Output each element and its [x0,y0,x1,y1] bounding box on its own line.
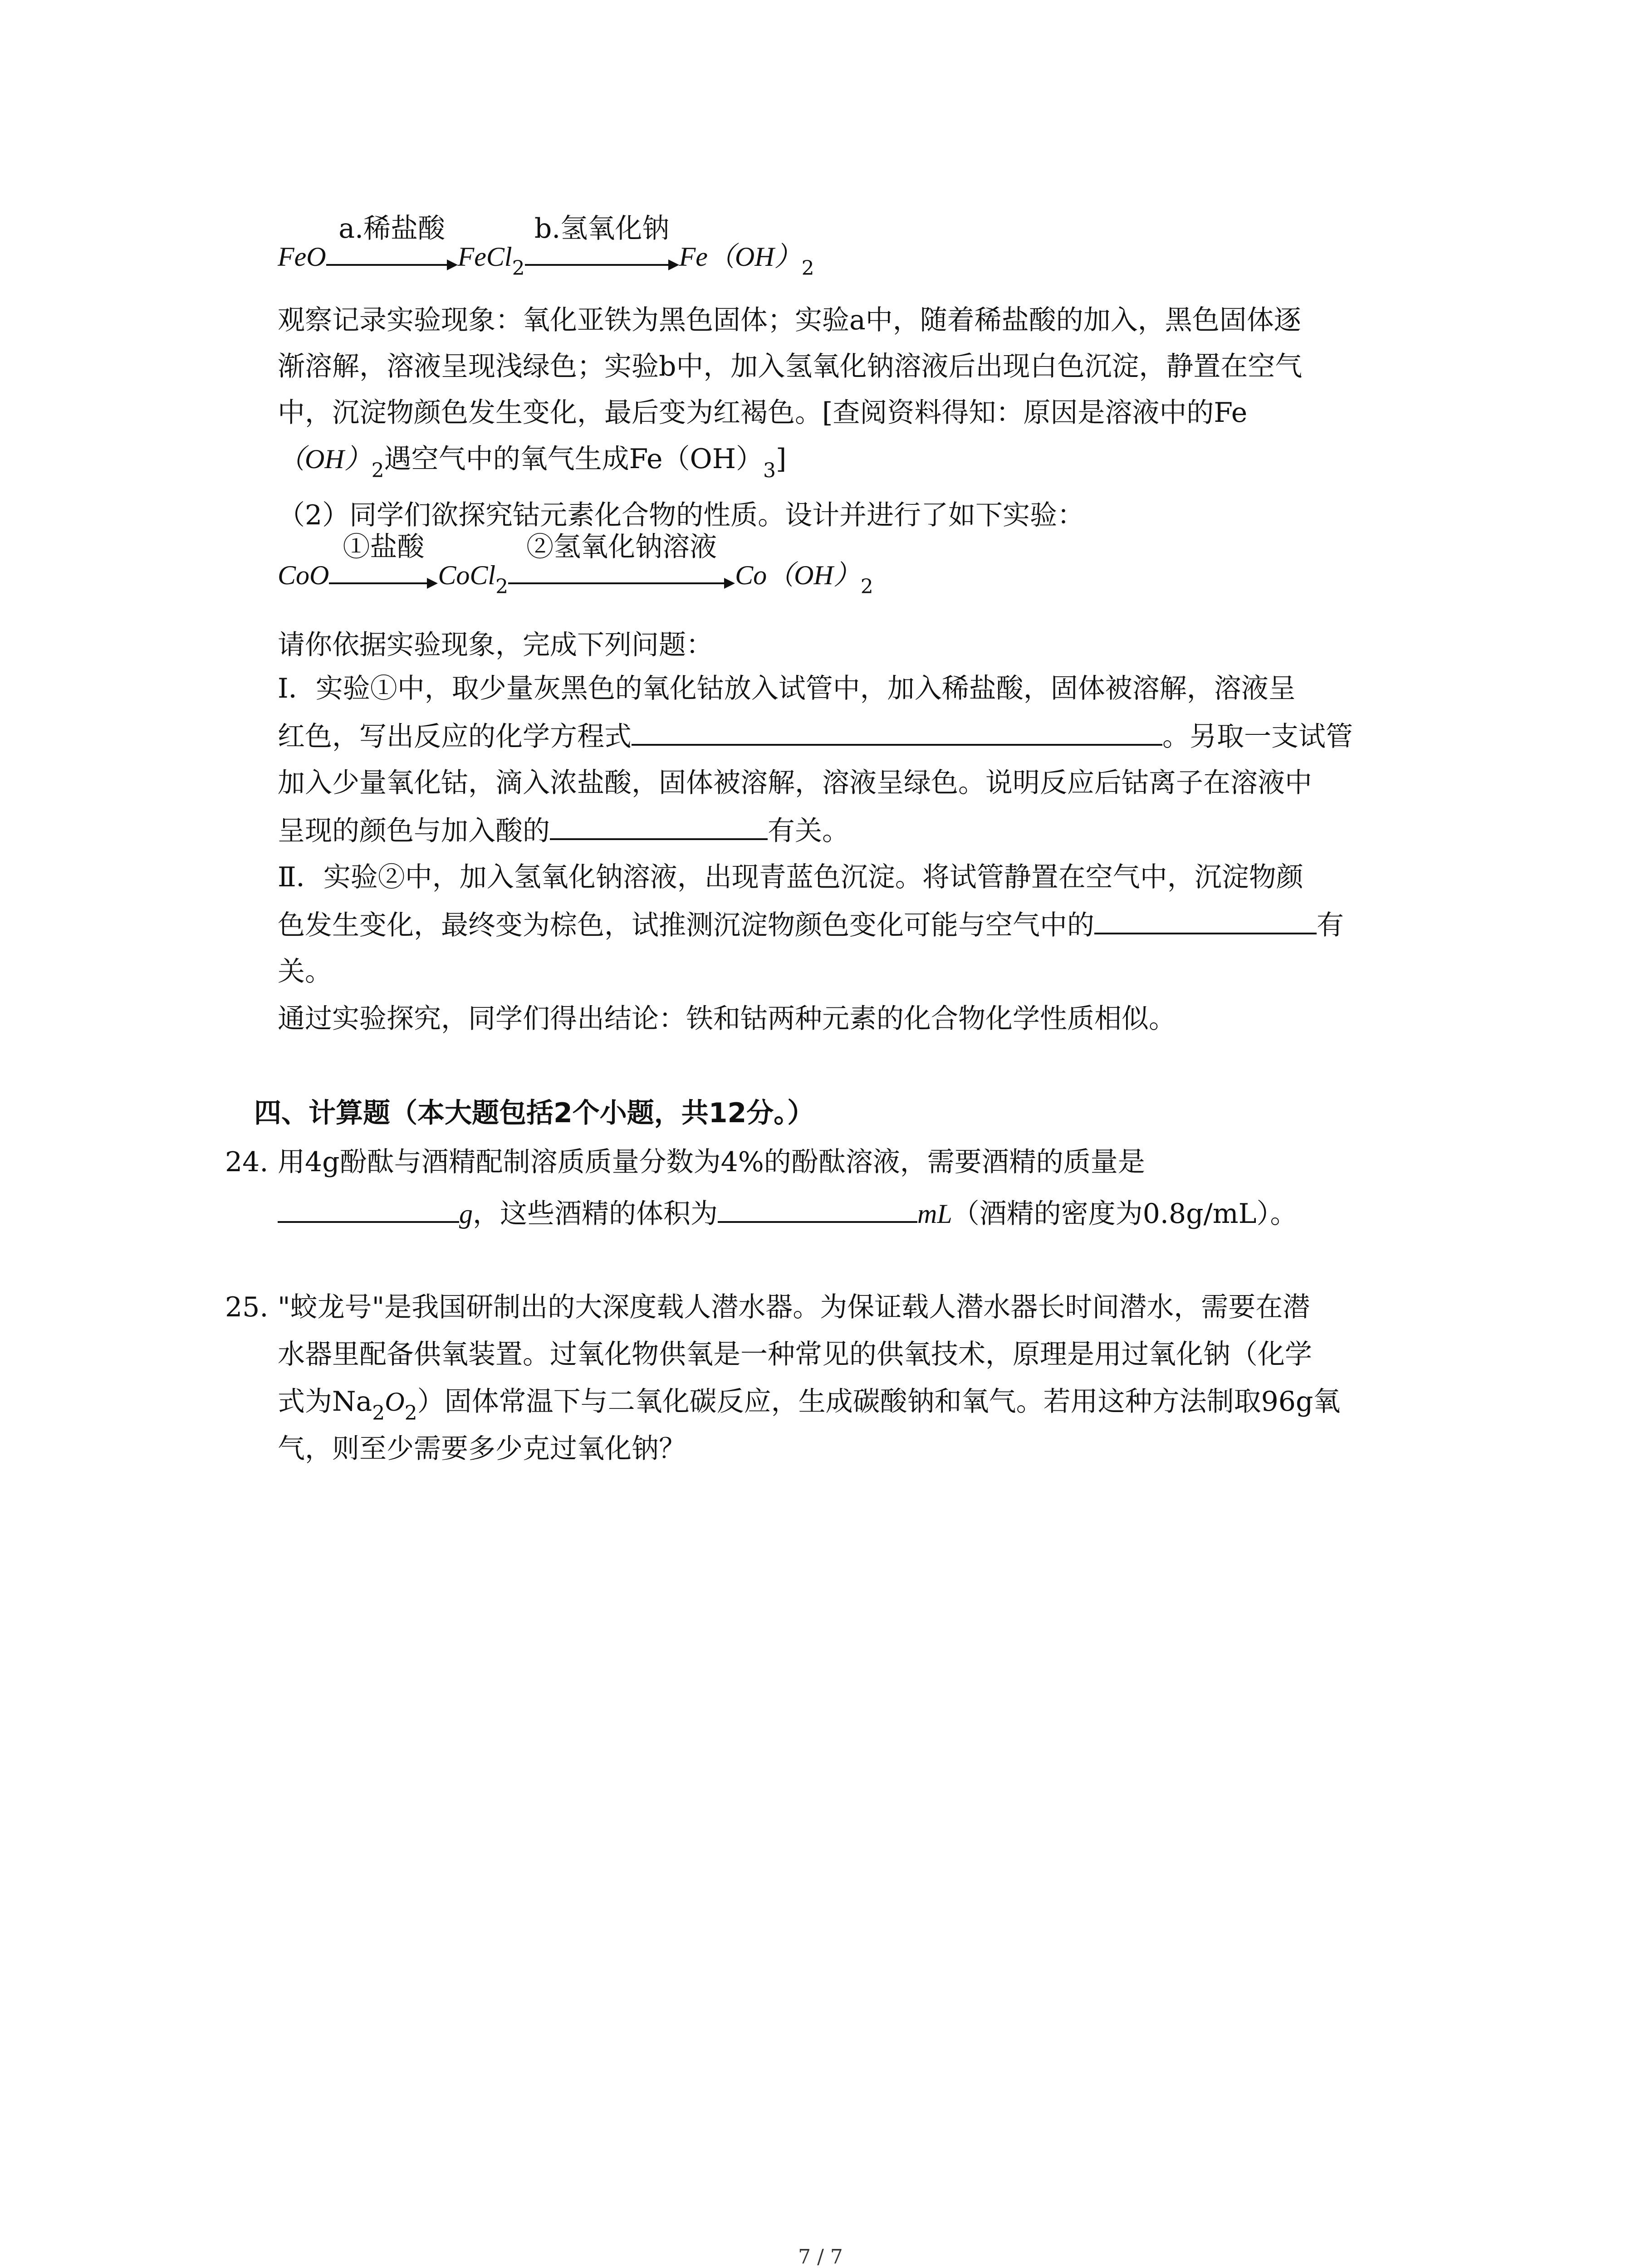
part2-intro: （2）同学们欲探究钴元素化合物的性质。设计并进行了如下实验： [278,499,1085,531]
observation-line-2: 渐溶解，溶液呈现浅绿色；实验b中，加入氢氧化钠溶液后出现白色沉淀，静置在空气 [278,351,1303,382]
section-heading: 四、计算题（本大题包括2个小题，共12分。） [254,1097,815,1129]
observation-line-1: 观察记录实验现象：氧化亚铁为黑色固体；实验a中，随着稀盐酸的加入，黑色固体逐 [278,304,1301,336]
arrow-label-a: a.稀盐酸 [338,213,446,244]
conclusion: 通过实验探究，同学们得出结论：铁和钴两种元素的化合物化学性质相似。 [278,1003,1176,1035]
answer-blank-volume[interactable] [718,1194,917,1223]
question-2-line-2: 色发生变化，最终变为棕色，试推测沉淀物颜色变化可能与空气中的 有 [278,905,1344,944]
reactant-feo: FeO [278,242,326,272]
question-2-line-3: 关。 [278,956,332,987]
arrow-label-1: ①盐酸 [343,531,425,563]
reaction-scheme-cobalt: CoO ①盐酸 CoCl$_2$ ②氢氧化钠溶液 $Co(OH)_2$ [278,556,873,597]
question-25-line-4: 气，则至少需要多少克过氧化钠？ [278,1433,686,1465]
question-25-line-3: 式为$Na_2O_2$）固体常温下与二氧化碳反应，生成碳酸钠和氧气。若用这种方法制取96g氧 [278,1386,1341,1425]
question-1-line-2: 红色，写出反应的化学方程式 。另取一支试管 [278,717,1353,756]
reaction-arrow-a [326,213,458,276]
answer-blank-equation[interactable] [632,717,1162,746]
question-1-line-4: 呈现的颜色与加入酸的 有关。 [278,811,849,850]
reactant-coo: CoO [278,560,329,590]
reaction-arrow-b [525,213,679,276]
arrow-label-2: ②氢氧化钠溶液 [526,531,717,563]
reaction-arrow-1 [329,531,438,594]
answer-blank-mass[interactable] [278,1194,459,1223]
arrow-label-b: b.氢氧化钠 [534,213,670,244]
observation-line-4: $(OH)_2$遇空气中的氧气生成$Fe(OH)_3$] [278,443,787,482]
answer-blank-acid[interactable] [550,811,768,840]
product-fe-oh-2: Fe（OH） [679,242,802,272]
question-24-line-1: 用4g酚酞与酒精配制溶质质量分数为4%的酚酞溶液，需要酒精的质量是 [278,1146,1145,1178]
question-25-number: 25. [225,1291,269,1323]
question-2-line-1: Ⅱ．实验②中，加入氢氧化钠溶液，出现青蓝色沉淀。将试管静置在空气中，沉淀物颜 [278,861,1303,893]
question-24-number: 24. [225,1146,269,1178]
question-1-line-3: 加入少量氧化钴，滴入浓盐酸，固体被溶解，溶液呈绿色。说明反应后钴离子在溶液中 [278,767,1312,799]
answer-blank-air-component[interactable] [1094,905,1317,934]
page-number: 7 / 7 [798,2245,843,2268]
question-25-line-1: "蛟龙号"是我国研制出的大深度载人潜水器。为保证载人潜水器长时间潜水，需要在潜 [278,1291,1310,1323]
question-25-line-2: 水器里配备供氧装置。过氧化物供氧是一种常见的供氧技术，原理是用过氧化钠（化学 [278,1339,1312,1370]
reaction-scheme-iron: FeO a.稀盐酸 FeCl$_2$ b.氢氧化钠 $Fe(OH)_2$ [278,238,814,279]
intermediate-cocl2: CoCl [438,560,496,590]
questions-prompt: 请你依据实验现象，完成下列问题： [278,629,713,661]
product-co-oh-2: Co（OH） [735,560,861,590]
observation-line-3: 中，沉淀物颜色发生变化，最后变为红褐色。[查阅资料得知：原因是溶液中的Fe [278,397,1248,429]
question-24-line-2: g，这些酒精的体积为 mL（酒精的密度为0.8g/mL）。 [278,1194,1297,1233]
reaction-arrow-2 [508,531,735,594]
question-1-line-1: Ⅰ．实验①中，取少量灰黑色的氧化钴放入试管中，加入稀盐酸，固体被溶解，溶液呈 [278,673,1296,704]
intermediate-fecl2: FeCl [457,242,512,272]
